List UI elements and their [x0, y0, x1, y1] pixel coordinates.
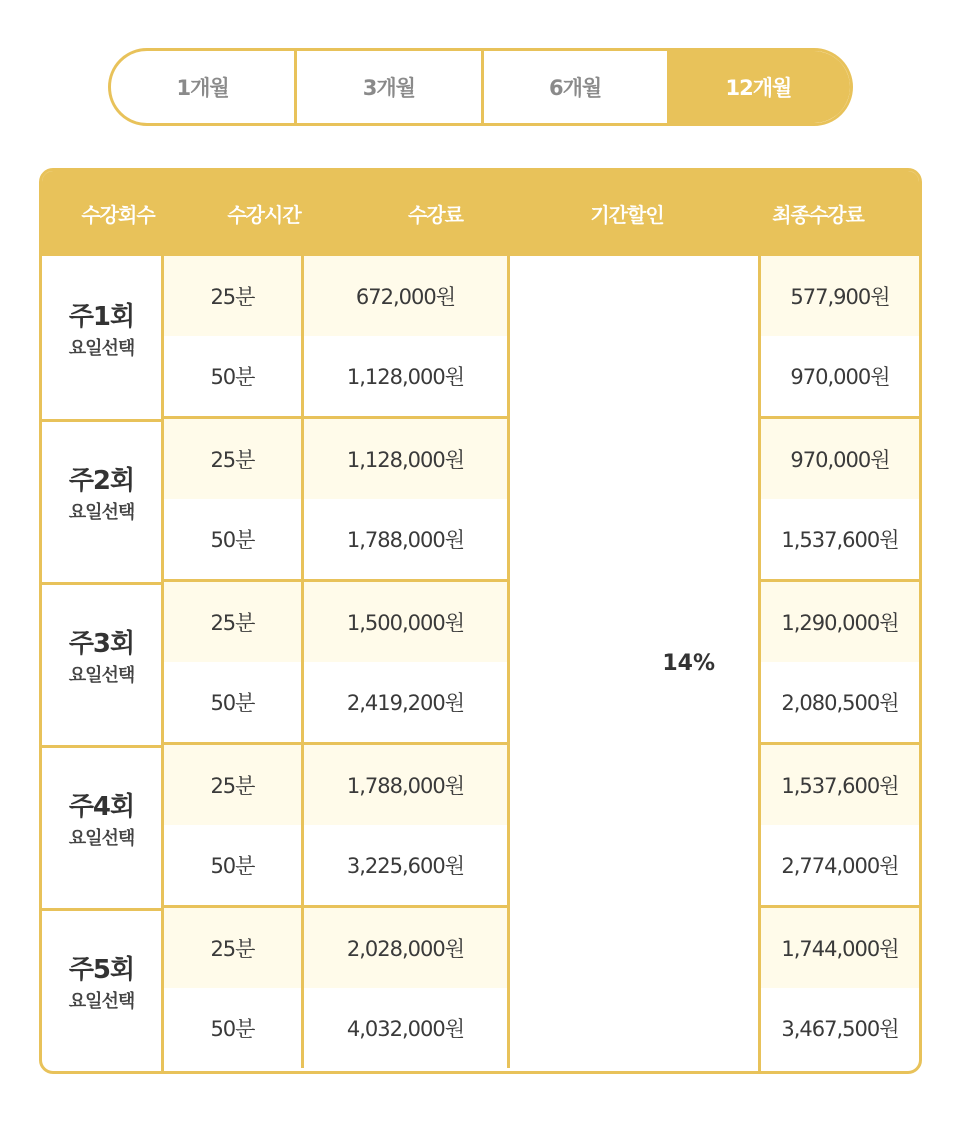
- row-group: [761, 579, 919, 742]
- tab-6-months[interactable]: 6개월: [481, 51, 667, 123]
- duration-cell: 25분: [164, 908, 301, 988]
- duration-cell: 25분: [164, 419, 301, 499]
- group-subtitle: 요일선택: [68, 502, 135, 523]
- tab-1-month[interactable]: 1개월: [176, 76, 229, 100]
- fee-cell: 672,000원: [304, 256, 507, 336]
- fee-cell: 4,032,000원: [346, 1017, 465, 1041]
- duration-column: [164, 256, 304, 1068]
- fee-column: [304, 256, 510, 1068]
- header-sessions: 수강회수: [81, 203, 155, 227]
- header-fee: 수강료: [408, 203, 463, 227]
- row-group: [164, 742, 301, 905]
- duration-cell: 50분: [210, 691, 255, 715]
- fee-cell: 1,128,000원: [304, 419, 507, 499]
- row-group: [761, 742, 919, 905]
- row-group: [164, 256, 301, 416]
- duration-cell: 25분: [164, 582, 301, 662]
- final-fee-cell: 577,900원: [761, 256, 919, 336]
- fee-cell: 1,788,000원: [304, 745, 507, 825]
- group-title: 주5회: [68, 955, 135, 985]
- group-subtitle: 요일선택: [68, 337, 135, 359]
- table-header: [42, 171, 919, 256]
- tab-3-months[interactable]: 3개월: [294, 51, 480, 123]
- final-fee-column: [761, 256, 919, 1071]
- group-subtitle: 요일선택: [68, 665, 135, 686]
- final-fee-cell: 970,000원: [761, 419, 919, 499]
- final-fee-cell: 970,000원: [790, 365, 890, 389]
- row-group: [761, 416, 919, 579]
- row-group: [761, 905, 919, 1068]
- group-title: 주1회: [68, 301, 135, 332]
- fee-cell: 1,500,000원: [304, 582, 507, 662]
- row-group: [304, 579, 507, 742]
- final-fee-cell: 1,537,600원: [781, 528, 899, 552]
- group-subtitle: 요일선택: [68, 991, 135, 1012]
- table-body: [42, 256, 919, 1071]
- group-2: [42, 419, 161, 582]
- row-group: [164, 416, 301, 579]
- fee-cell: 2,028,000원: [304, 908, 507, 988]
- duration-cell: 25분: [164, 256, 301, 336]
- group-title: 주4회: [68, 792, 135, 822]
- session-groups-column: [42, 256, 161, 1071]
- tab-12-months[interactable]: 12개월: [667, 51, 850, 123]
- row-group: [304, 905, 507, 1068]
- discount-cell: 14%: [619, 256, 761, 1071]
- row-group: [304, 256, 507, 416]
- duration-cell: 50분: [210, 854, 255, 878]
- duration-cell: 50분: [210, 528, 255, 552]
- group-1: [42, 256, 161, 419]
- fee-cell: 3,225,600원: [346, 854, 465, 878]
- header-duration: 수강시간: [227, 203, 301, 227]
- duration-cell: 25분: [164, 745, 301, 825]
- final-fee-cell: 1,744,000원: [761, 908, 919, 988]
- row-group: [304, 742, 507, 905]
- final-fee-cell: 2,774,000원: [781, 854, 899, 878]
- fee-cell: 1,788,000원: [346, 528, 465, 552]
- row-group: [164, 579, 301, 742]
- group-4: [42, 745, 161, 908]
- row-group: [164, 905, 301, 1068]
- group-subtitle: 요일선택: [68, 828, 135, 849]
- duration-cell: 50분: [210, 1017, 255, 1041]
- header-final-fee: 최종수강료: [772, 203, 864, 227]
- price-table: [39, 168, 922, 1074]
- final-fee-cell: 1,290,000원: [761, 582, 919, 662]
- final-fee-cell: 3,467,500원: [781, 1017, 899, 1041]
- group-5: [42, 908, 161, 1071]
- group-title: 주2회: [68, 466, 135, 496]
- duration-cell: 50분: [210, 365, 255, 389]
- fee-cell: 1,128,000원: [346, 365, 465, 389]
- group-3: [42, 582, 161, 745]
- final-fee-cell: 1,537,600원: [761, 745, 919, 825]
- row-group: [304, 416, 507, 579]
- fee-cell: 2,419,200원: [346, 691, 465, 715]
- group-title: 주3회: [68, 629, 135, 659]
- period-tabs: [108, 48, 853, 126]
- final-fee-cell: 2,080,500원: [781, 691, 899, 715]
- row-group: [761, 256, 919, 416]
- header-discount: 기간할인: [590, 203, 664, 227]
- rows-column: [161, 256, 619, 1071]
